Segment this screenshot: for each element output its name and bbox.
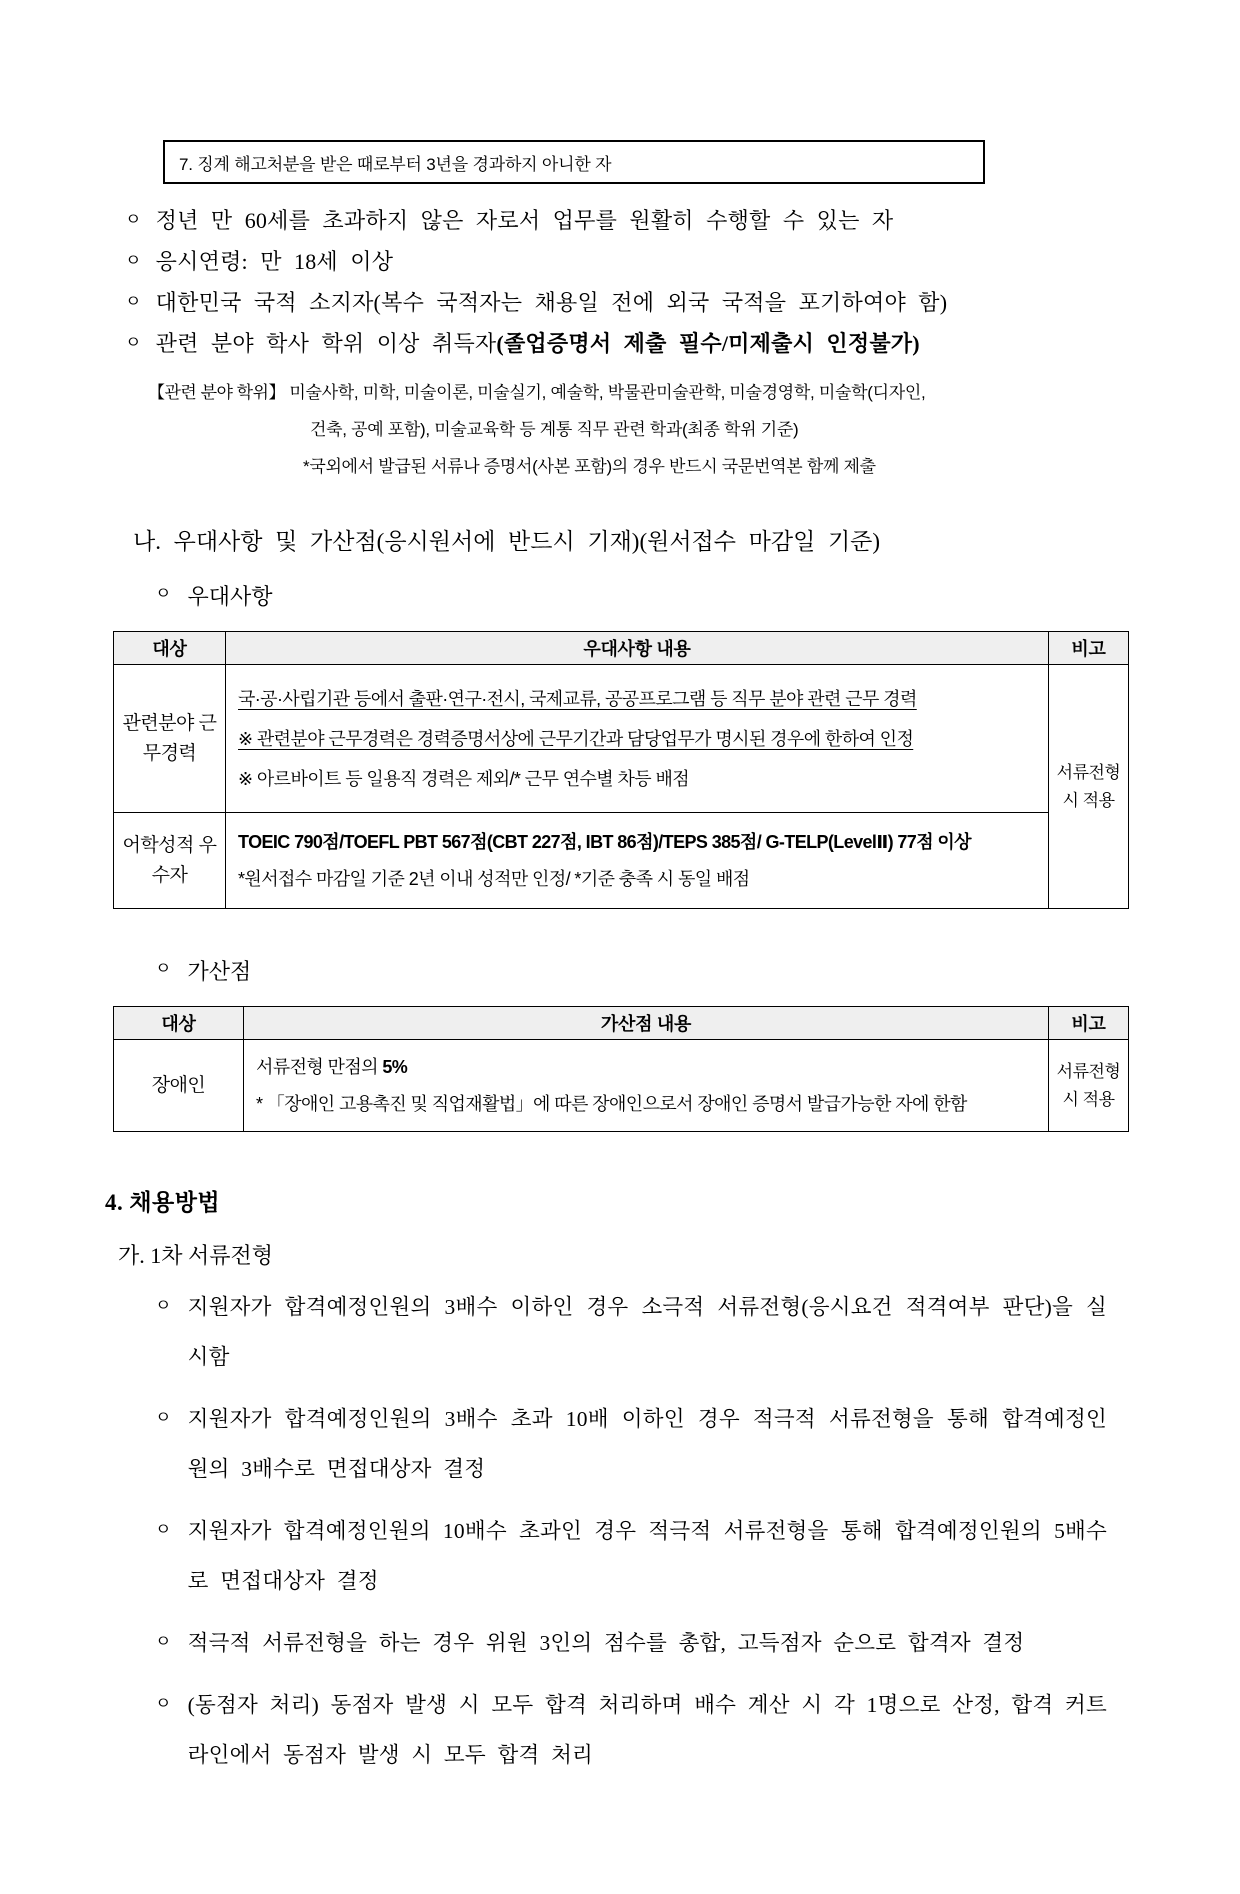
list-item	[155, 1282, 1107, 1382]
list-item	[155, 1618, 1107, 1668]
column-header-content: 우대사항 내용	[226, 632, 1049, 665]
bullet-marker: ㅇ	[125, 210, 142, 229]
bullet-marker: ㅇ	[155, 1520, 172, 1539]
eligibility-text: 응시연령: 만 18세 이상	[155, 249, 394, 274]
degree-note-label: 【관련 분야 학위】	[148, 383, 285, 402]
degree-note-line: 건축, 공예 포함), 미술교육학 등 계통 직무 관련 학과(최종 학위 기준)	[310, 420, 799, 439]
table-row	[114, 813, 1129, 909]
bullet-marker: ㅇ	[155, 1694, 172, 1713]
content-line: 국·공·사립기관 등에서 출판·연구·전시, 국제교류, 공공프로그램 등 직무 분야 관련 근무 경력	[238, 688, 917, 709]
bullet-marker: ㅇ	[155, 959, 172, 978]
bullet-marker: ㅇ	[125, 333, 142, 352]
content-cell	[226, 813, 1049, 909]
bullet-marker: ㅇ	[155, 1408, 172, 1427]
content-cell	[244, 1040, 1049, 1132]
eligibility-text: 정년 만 60세를 초과하지 않은 자로서 업무를 원활히 수행할 수 있는 자	[155, 208, 894, 233]
content-line: *원서접수 마감일 기준 2년 이내 성적만 인정/ *기준 충족 시 동일 배점	[238, 868, 750, 889]
section4-text: (동점자 처리) 동점자 발생 시 모두 합격 처리하며 배수 계산 시 각 1명으로 산정, 합격 커트라인에서 동점자 발생 시 모두 합격 처리	[187, 1693, 1107, 1767]
section4-list	[155, 1282, 1107, 1780]
sub-heading-bonus	[155, 955, 1240, 986]
list-item	[155, 1680, 1107, 1780]
bonus-table	[113, 1006, 1129, 1132]
eligibility-text	[156, 323, 920, 364]
column-header-note: 비고	[1049, 1007, 1129, 1040]
note-cell: 서류전형 시 적용	[1049, 1040, 1129, 1132]
content-text-bold: 5%	[382, 1056, 408, 1077]
target-cell: 어학성적 우수자	[114, 813, 226, 909]
eligibility-list	[125, 200, 1115, 364]
column-header-target: 대상	[114, 632, 226, 665]
list-item	[125, 200, 1115, 241]
column-header-content: 가산점 내용	[244, 1007, 1049, 1040]
notice-box	[163, 140, 985, 184]
eligibility-text-bold: (졸업증명서 제출 필수/미제출시 인정불가)	[496, 331, 920, 356]
content-text-normal: 서류전형 만점의	[256, 1056, 383, 1077]
bullet-marker: ㅇ	[125, 292, 142, 311]
content-line	[256, 1049, 1036, 1086]
list-item	[155, 1394, 1107, 1494]
sub-heading-label: 우대사항	[187, 584, 273, 609]
list-item	[125, 282, 1115, 323]
table-row	[114, 665, 1129, 813]
content-line: * 「장애인 고용촉진 및 직업재활법」에 따른 장애인으로서 장애인 증명서 발급가능한 자에 한함	[256, 1093, 967, 1114]
eligibility-text: 대한민국 국적 소지자(복수 국적자는 채용일 전에 외국 국적을 포기하여야 함)	[155, 290, 948, 315]
table-header-row	[114, 1007, 1129, 1040]
sub-heading-preference	[155, 580, 1240, 611]
content-line: ※ 아르바이트 등 일용직 경력은 제외/* 근무 연수별 차등 배점	[238, 768, 690, 789]
preference-table	[113, 631, 1129, 909]
list-item	[125, 323, 1115, 364]
section4-heading: 4. 채용방법	[105, 1190, 221, 1215]
content-line: ※ 관련분야 근무경력은 경력증명서상에 근무기간과 담당업무가 명시된 경우에 한하여 인정	[238, 728, 914, 749]
list-item	[155, 1506, 1107, 1606]
table-header-row	[114, 632, 1129, 665]
degree-note	[148, 374, 1078, 485]
bullet-marker: ㅇ	[155, 1632, 172, 1651]
degree-note-text: 미술사학, 미학, 미술이론, 미술실기, 예술학, 박물관미술관학, 미술경영학, 미술학(디자인,	[289, 383, 926, 402]
notice-text: 7. 징계 해고처분을 받은 때로부터 3년을 경과하지 아니한 자	[179, 154, 612, 174]
table-row	[114, 1040, 1129, 1132]
section-na-heading: 나. 우대사항 및 가산점(응시원서에 반드시 기재)(원서접수 마감일 기준)	[133, 529, 881, 554]
note-cell: 서류전형 시 적용	[1049, 665, 1129, 909]
content-cell	[226, 665, 1049, 813]
bullet-marker: ㅇ	[155, 1296, 172, 1315]
target-cell: 관련분야 근무경력	[114, 665, 226, 813]
section4-sub-heading: 가. 1차 서류전형	[118, 1243, 274, 1268]
bullet-marker: ㅇ	[155, 584, 172, 603]
column-header-target: 대상	[114, 1007, 244, 1040]
sub-heading-label: 가산점	[187, 959, 252, 984]
target-cell: 장애인	[114, 1040, 244, 1132]
eligibility-text-normal: 관련 분야 학사 학위 이상 취득자	[155, 331, 497, 356]
column-header-note: 비고	[1049, 632, 1129, 665]
section4-text: 지원자가 합격예정인원의 10배수 초과인 경우 적극적 서류전형을 통해 합격예정인원의 5배수로 면접대상자 결정	[187, 1519, 1107, 1593]
bullet-marker: ㅇ	[125, 251, 142, 270]
degree-note-line	[148, 374, 1078, 411]
degree-note-line: *국외에서 발급된 서류나 증명서(사본 포함)의 경우 반드시 국문번역본 함께 제출	[303, 457, 876, 476]
document-page	[0, 140, 1240, 1894]
section4-text: 지원자가 합격예정인원의 3배수 초과 10배 이하인 경우 적극적 서류전형을 통해 합격예정인원의 3배수로 면접대상자 결정	[187, 1407, 1107, 1481]
section4-text: 지원자가 합격예정인원의 3배수 이하인 경우 소극적 서류전형(응시요건 적격여부 판단)을 실시함	[187, 1295, 1107, 1369]
list-item	[125, 241, 1115, 282]
content-line: TOEIC 790점/TOEFL PBT 567점(CBT 227점, IBT 86점)/TEPS 385점/ G-TELP(LevelⅡ) 77점 이상	[238, 831, 971, 852]
section4-text: 적극적 서류전형을 하는 경우 위원 3인의 점수를 총합, 고득점자 순으로 합격자 결정	[187, 1631, 1025, 1655]
